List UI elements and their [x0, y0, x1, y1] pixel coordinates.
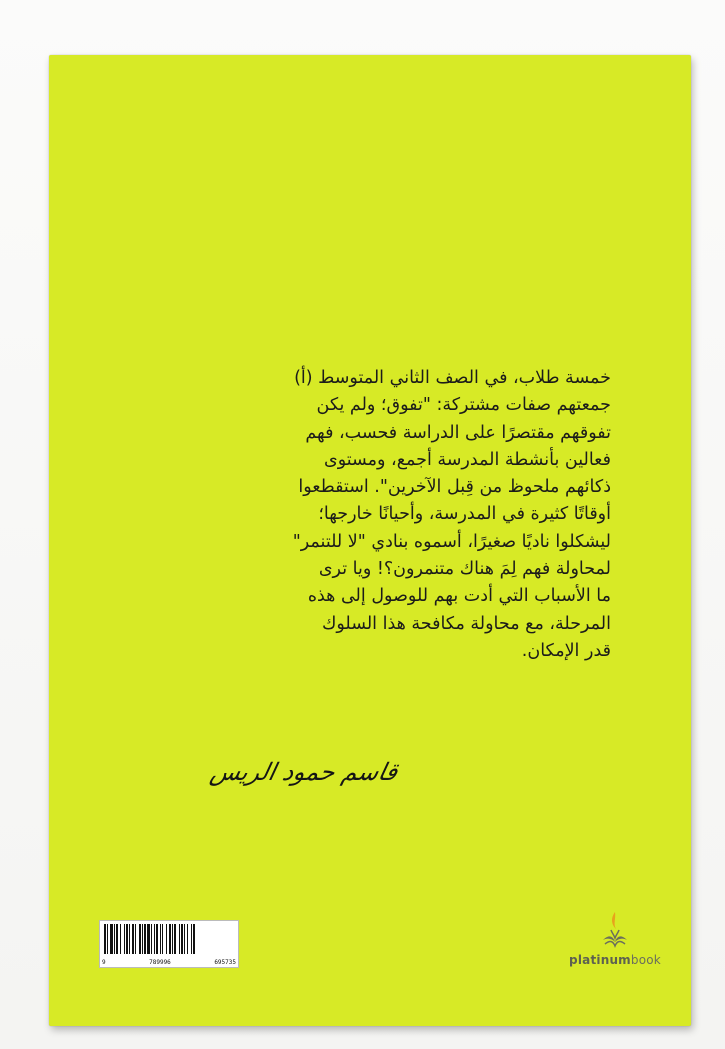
- barcode-bar: [110, 924, 113, 954]
- barcode-bar: [151, 924, 152, 954]
- blurb-line: ليشكلوا ناديًا صغيرًا، أسموه بنادي "لا للتنمر": [292, 531, 611, 552]
- barcode-bar: [187, 924, 188, 954]
- barcode-bar: [144, 924, 146, 954]
- author-signature-text: قاسم حمود الريس: [207, 758, 401, 786]
- blurb-line: فعالين بأنشطة المدرسة أجمع، ومستوى: [324, 449, 611, 470]
- blurb-line: لمحاولة فهم لِمَ هناك متنمرون؟! ويا ترى: [318, 559, 611, 580]
- barcode-bar: [126, 924, 128, 954]
- barcode-bar: [193, 924, 195, 954]
- blurb-line: المرحلة، مع محاولة مكافحة هذا السلوك: [321, 613, 611, 634]
- barcode-bar: [104, 924, 106, 954]
- publisher-name-part2: book: [630, 953, 661, 967]
- barcode-bar: [172, 924, 173, 954]
- barcode-bar: [129, 924, 130, 954]
- barcode-bar: [191, 924, 192, 954]
- author-signature: [194, 747, 414, 797]
- barcode-bar: [181, 924, 183, 954]
- blurb-line: جمعتهم صفات مشتركة: "تفوق؛ ولم يكن: [316, 395, 611, 416]
- barcode-bars: [100, 921, 238, 959]
- barcode-digit-group: 695735: [214, 959, 236, 966]
- barcode-bar: [116, 924, 118, 954]
- barcode-bar: [169, 924, 171, 954]
- book-back-cover: [49, 55, 691, 1026]
- barcode-bar: [184, 924, 185, 954]
- barcode-bar: [120, 924, 121, 954]
- barcode-bar: [132, 924, 134, 954]
- barcode-digit-group: 789996: [149, 959, 171, 966]
- barcode-bar: [124, 924, 125, 954]
- barcode-digit-group: 9: [102, 959, 106, 966]
- barcode-bar: [154, 924, 155, 954]
- publisher-name-part1: platinum: [569, 953, 631, 967]
- barcode-bar: [142, 924, 143, 954]
- barcode-bar: [174, 924, 176, 954]
- blurb-line: أوقاتًا كثيرة في المدرسة، وأحيانًا خارجها؛: [318, 504, 611, 525]
- barcode-bar: [166, 924, 167, 954]
- blurb-line: تفوقهم مقتصرًا على الدراسة فحسب، فهم: [305, 422, 611, 443]
- barcode-bar: [139, 924, 141, 954]
- blurb-text: [131, 365, 611, 665]
- barcode-bar: [107, 924, 108, 954]
- book-flame-icon: [599, 910, 631, 950]
- blurb-line: خمسة طلاب، في الصف الثاني المتوسط (أ): [294, 368, 611, 388]
- barcode-bar: [135, 924, 136, 954]
- isbn-barcode: [99, 920, 239, 968]
- barcode-bar: [114, 924, 115, 954]
- barcode-bar: [160, 924, 161, 954]
- blurb-line: ما الأسباب التي أدت بهم للوصول إلى هذه: [307, 586, 611, 607]
- barcode-bar: [156, 924, 158, 954]
- publisher-logo: [555, 910, 675, 970]
- barcode-bar: [179, 924, 180, 954]
- barcode-bar: [162, 924, 163, 954]
- blurb-line: ذكائهم ملحوظ من قِبل الآخرين". استقطعوا: [298, 477, 611, 498]
- blurb-line: قدر الإمكان.: [521, 640, 611, 661]
- publisher-name: [555, 953, 675, 967]
- barcode-bar: [147, 924, 150, 954]
- barcode-digits: [102, 959, 236, 966]
